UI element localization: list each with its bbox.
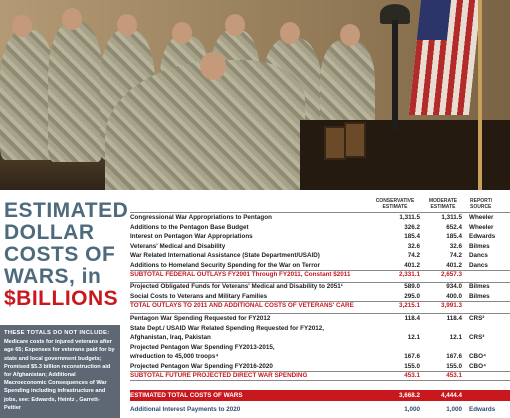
rifle — [392, 20, 398, 130]
soldier-figure — [48, 22, 103, 162]
row-conservative: 2,331.1 — [398, 271, 420, 278]
row-conservative: 3,215.1 — [398, 302, 420, 309]
table-row — [130, 282, 510, 291]
row-conservative: 1,000 — [404, 406, 420, 413]
row-source: CBO⁴ — [469, 353, 487, 360]
table-row — [130, 232, 510, 241]
table-row — [130, 343, 510, 352]
exclusions-heading: THESE TOTALS DO NOT INCLUDE: — [4, 330, 110, 336]
header-conservative: CONSERVATIVE ESTIMATE — [375, 198, 415, 210]
soldier-head — [225, 14, 245, 36]
title-line: DOLLAR — [4, 221, 95, 244]
table-row — [130, 324, 510, 333]
row-conservative: 167.6 — [404, 353, 420, 360]
row-source: Bilmes — [469, 242, 490, 250]
american-flag — [409, 0, 481, 115]
soldier-head — [12, 15, 32, 37]
title-line-emphasis: $BILLIONS — [4, 287, 119, 310]
row-source: Edwards — [469, 406, 496, 413]
row-moderate: 4,444.4 — [440, 392, 462, 399]
row-source: Wheeler — [469, 214, 494, 221]
subtotal-row — [130, 270, 510, 279]
soldier-head — [280, 22, 300, 44]
row-conservative: 12.1 — [407, 334, 420, 341]
exclusions-note — [0, 325, 120, 418]
row-moderate: 453.1 — [446, 372, 462, 379]
row-source: Dancs — [469, 252, 488, 259]
row-moderate: 167.6 — [446, 353, 462, 360]
flag-pole — [478, 0, 482, 190]
row-conservative: 74.2 — [407, 252, 420, 259]
row-source: Wheeler — [469, 223, 494, 231]
row-moderate: 400.0 — [446, 292, 462, 300]
row-conservative: 589.0 — [404, 283, 420, 290]
row-label: Projected Obligated Funds for Veterans' Medical and Disability to 2051¹ — [130, 283, 343, 290]
row-label: State Dept./ USAID War Related Spending Requested for FY2012, — [130, 324, 324, 332]
row-conservative: 326.2 — [404, 223, 420, 231]
row-moderate: 1,000 — [446, 406, 462, 413]
row-source: Dancs — [469, 261, 488, 269]
subtotal-row — [130, 371, 510, 380]
row-moderate: 3,991.3 — [440, 302, 462, 309]
table-row — [130, 261, 510, 270]
flag-canton — [417, 0, 451, 40]
row-moderate: 74.2 — [449, 252, 462, 259]
row-moderate: 118.4 — [446, 315, 462, 322]
row-source: CRS³ — [469, 334, 485, 341]
row-moderate: 155.0 — [446, 362, 462, 370]
page-title — [4, 199, 129, 310]
additional-row — [130, 405, 510, 414]
row-moderate: 934.0 — [446, 283, 462, 290]
row-label: Projected Pentagon War Spending FY2013-2015, — [130, 343, 275, 351]
row-label: SUBTOTAL FUTURE PROJECTED DIRECT WAR SPENDING — [130, 372, 308, 379]
table-row — [130, 292, 510, 301]
row-moderate: 185.4 — [446, 233, 462, 240]
soldier-figure — [0, 30, 55, 160]
row-conservative: 155.0 — [404, 362, 420, 370]
row-source: Edwards — [469, 233, 496, 240]
total-row — [130, 390, 510, 401]
table-row — [130, 242, 510, 251]
total-row-content — [130, 391, 510, 400]
table-row — [130, 362, 510, 371]
row-label: Congressional War Appropriations to Pentagon — [130, 214, 272, 221]
row-conservative: 3,668.2 — [398, 392, 420, 399]
exclusions-body: Medicare costs for injured veterans after age 65; Expenses for veterans paid for by state and local government budgets; Promised $5.3 billion reconstruction aid for Afghanistan; Additional Macroeconomic Consequences of War Spending including infrastructure and jobs, see: Edwards, Heintz , Garrett-Peltier — [4, 339, 115, 411]
memorial-photo — [0, 0, 510, 190]
soldier-head — [62, 8, 82, 30]
row-label: War Related International Assistance (State Department/USAID) — [130, 252, 320, 259]
row-conservative: 453.1 — [404, 372, 420, 379]
row-conservative: 1,311.5 — [399, 214, 420, 221]
row-label: Afghanistan, Iraq, Pakistan — [130, 334, 211, 341]
row-conservative: 32.6 — [407, 242, 420, 250]
title-line: WARS, in — [4, 265, 102, 288]
row-conservative: 118.4 — [404, 315, 420, 322]
title-line: COSTS OF — [4, 243, 116, 266]
row-moderate: 2,657.3 — [440, 271, 462, 278]
row-label: w/reduction to 45,000 troops⁴ — [130, 353, 219, 360]
row-label: SUBTOTAL FEDERAL OUTLAYS FY2001 Through FY2011, Constant $2011 — [130, 271, 351, 278]
row-conservative: 295.0 — [404, 292, 420, 300]
table-row — [130, 213, 510, 222]
row-label: Interest on Pentagon War Appropriations — [130, 233, 253, 240]
table-row — [130, 223, 510, 232]
table-row — [130, 314, 510, 323]
row-source: CBO⁴ — [469, 362, 487, 370]
row-moderate: 652.4 — [446, 223, 462, 231]
row-label: Pentagon War Spending Requested for FY2012 — [130, 315, 271, 322]
row-label: Veterans' Medical and Disability — [130, 242, 226, 250]
row-source: Bilmes — [469, 283, 490, 290]
row-moderate: 32.6 — [449, 242, 462, 250]
row-source: CRS² — [469, 315, 485, 322]
row-moderate: 401.2 — [446, 261, 462, 269]
row-moderate: 12.1 — [449, 334, 462, 341]
header-source: REPORT/ SOURCE — [470, 198, 493, 210]
row-conservative: 185.4 — [404, 233, 420, 240]
soldier-head — [172, 22, 192, 44]
soldier-head — [117, 14, 137, 36]
soldier-head — [200, 52, 226, 80]
table-row — [130, 251, 510, 260]
row-moderate: 1,311.5 — [441, 214, 462, 221]
title-line: ESTIMATED — [4, 199, 129, 222]
table-row — [130, 352, 510, 361]
soldier-head — [340, 24, 360, 46]
row-label: Additions to Homeland Security Spending for the War on Terror — [130, 261, 320, 269]
subtotal-row — [130, 301, 510, 310]
row-label: ESTIMATED TOTAL COSTS OF WARS — [130, 392, 243, 399]
row-source: Bilmes — [469, 292, 490, 300]
row-label: TOTAL OUTLAYS TO 2011 AND ADDITIONAL COSTS OF VETERANS' CARE — [130, 302, 354, 309]
photo-frame — [344, 122, 366, 158]
header-moderate: MODERATE ESTIMATE — [428, 198, 458, 210]
row-label: Additions to the Pentagon Base Budget — [130, 223, 249, 231]
row-label: Social Costs to Veterans and Military Families — [130, 292, 268, 300]
table-row — [130, 333, 510, 342]
row-conservative: 401.2 — [404, 261, 420, 269]
row-label: Projected Pentagon War Spending FY2016-2020 — [130, 362, 273, 370]
row-divider — [130, 380, 510, 381]
row-label: Additional Interest Payments to 2020 — [130, 406, 241, 413]
photo-frame — [324, 126, 346, 160]
